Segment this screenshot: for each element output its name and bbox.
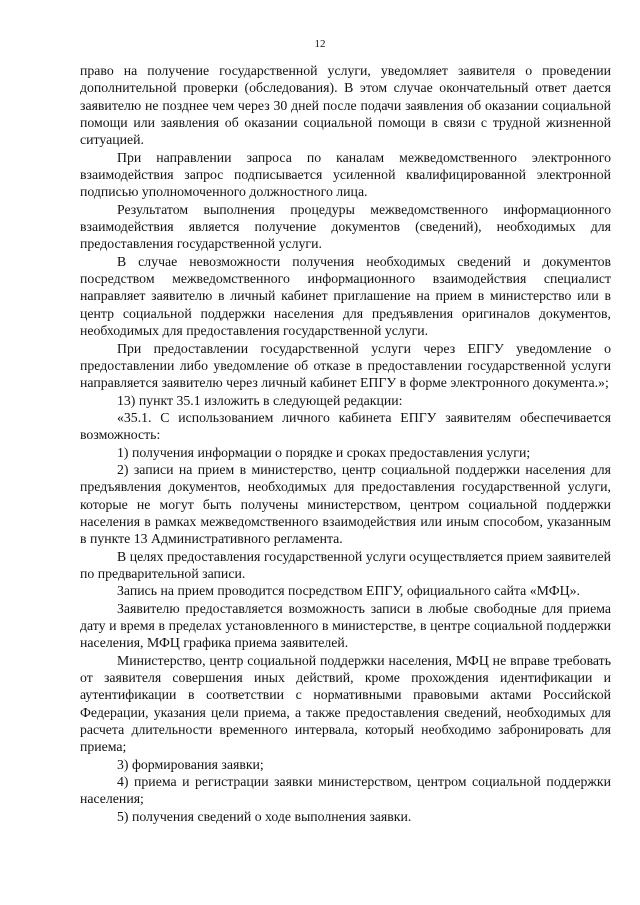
amendment-item-13: 13) пункт 35.1 изложить в следующей редакции: [117,392,403,408]
paragraph: Министерство, центр социальной поддержки населения, МФЦ не вправе требовать от заявителя совершения иных действий, кроме прохождения идентификации и аутентификации в соответствии с нормативными правовыми актами Российской Федерации, указания цели приема, а также предоставления сведений, необходимых для расчета длительности временного интервала, который необходимо забронировать для приема; [80,652,611,755]
list-item-4: 4) приема и регистрации заявки министерством, центром социальной поддержки населения; [80,774,611,807]
paragraph-continuation: право на получение государственной услуги, уведомляет заявителя о проведении дополнительной проверки (обследования). В этом случае окончательный ответ дается заявителю не позднее чем через 30 дней после подачи заявления об оказании социальной помощи или заявления об оказании социальной помощи в связи с трудной жизненной ситуацией. [80,63,611,148]
list-item-1: 1) получения информации о порядке и сроках предоставления услуги; [117,444,531,460]
list-item-5: 5) получения сведений о ходе выполнения заявки. [117,808,412,824]
paragraph: В целях предоставления государственной услуги осуществляется прием заявителей по предварительной записи. [80,548,611,581]
paragraph: Заявителю предоставляется возможность записи в любые свободные для приема дату и время в пределах установленного в министерстве, в центре социальной поддержки населения, МФЦ графика приема заявителей. [80,600,611,651]
list-item-3: 3) формирования заявки; [117,756,264,772]
paragraph: В случае невозможности получения необходимых сведений и документов посредством межведомственного информационного взаимодействия специалист направляет заявителю в личный кабинет приглашение на прием в министерство или в центр социальной поддержки населения для предъявления оригиналов документов, необходимых для предоставления государственной услуги. [80,253,611,339]
paragraph: При предоставлении государственной услуги через ЕПГУ уведомление о предоставлении либо уведомление об отказе в предоставлении государственной услуги направляется заявителю через личный кабинет ЕПГУ в форме электронного документа.»; [80,340,611,391]
page-number: 12 [314,38,326,50]
document-body [80,62,611,825]
paragraph: Результатом выполнения процедуры межведомственного информационного взаимодействия является получение документов (сведений), необходимых для предоставления государственной услуги. [80,201,611,252]
clause-35-1: «35.1. С использованием личного кабинета ЕПГУ заявителям обеспечивается возможность: [80,409,611,443]
paragraph: Запись на прием проводится посредством ЕПГУ, официального сайта «МФЦ». [117,583,580,599]
paragraph: При направлении запроса по каналам межведомственного электронного взаимодействия запрос подписывается усиленной квалифицированной электронной подписью уполномоченного должностного лица. [80,149,611,200]
list-item-2: 2) записи на прием в министерство, центр социальной поддержки населения для предъявления документов, необходимых для предоставления государственной услуги, которые не могут быть получены министерством, центром социальной поддержки населения в рамках межведомственного взаимодействия или иным способом, указанным в пункте 13 Административного регламента. [80,461,611,547]
